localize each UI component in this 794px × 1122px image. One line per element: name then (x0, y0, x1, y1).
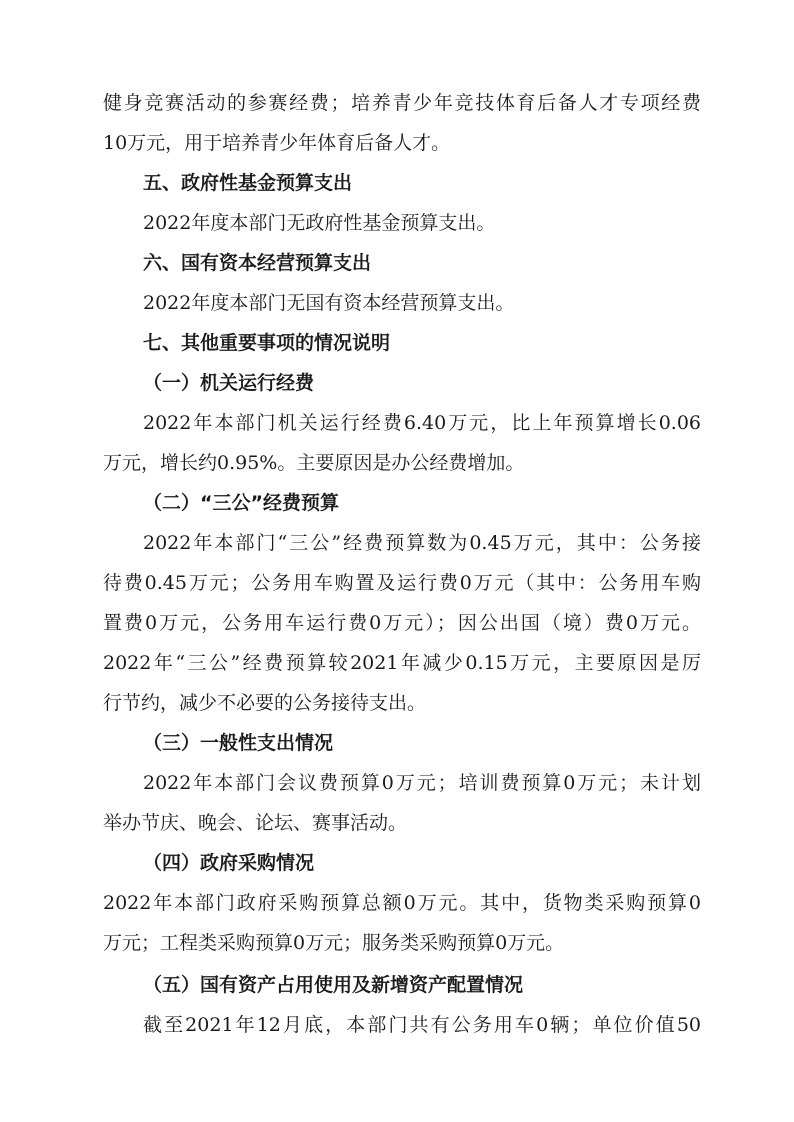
paragraph-line: 2022年本部门会议费预算0万元；培训费预算0万元；未计划 (143, 772, 701, 794)
paragraph-line: 行节约，减少不必要的公务接待支出。 (103, 692, 427, 714)
section-heading: 六、国有资本经营预算支出 (143, 252, 372, 274)
paragraph-line: 万元，增长约0.95%。主要原因是办公经费增加。 (103, 452, 525, 474)
paragraph-line: 待费0.45万元；公务用车购置及运行费0万元（其中：公务用车购 (103, 572, 701, 594)
paragraph-line: 2022年度本部门无政府性基金预算支出。 (143, 212, 496, 234)
paragraph-line: 2022年本部门“三公”经费预算数为0.45万元，其中：公务接 (143, 532, 701, 554)
paragraph-line: 2022年本部门机关运行经费6.40万元，比上年预算增长0.06 (143, 412, 701, 434)
subsection-heading: （一）机关运行经费 (143, 372, 315, 394)
subsection-heading: （四）政府采购情况 (143, 852, 315, 874)
subsection-heading: （五）国有资产占用使用及新增资产配置情况 (143, 974, 524, 996)
paragraph-line: 2022年“三公”经费预算较2021年减少0.15万元，主要原因是厉 (103, 652, 701, 674)
paragraph-line: 2022年度本部门无国有资本经营预算支出。 (143, 292, 515, 314)
paragraph-line: 万元；工程类采购预算0万元；服务类采购预算0万元。 (103, 932, 565, 954)
section-heading: 五、政府性基金预算支出 (143, 172, 353, 194)
paragraph-line: 举办节庆、晚会、论坛、赛事活动。 (103, 812, 408, 834)
paragraph-line: 截至2021年12月底，本部门共有公务用车0辆；单位价值50 (143, 1014, 701, 1036)
paragraph-line: 10万元，用于培养青少年体育后备人才。 (103, 132, 451, 154)
subsection-heading: （三）一般性支出情况 (143, 732, 334, 754)
subsection-heading: （二）“三公”经费预算 (143, 492, 339, 514)
section-heading: 七、其他重要事项的情况说明 (143, 332, 391, 354)
paragraph-line: 置费0万元，公务用车运行费0万元）；因公出国（境）费0万元。 (103, 612, 701, 634)
paragraph-line: 2022年本部门政府采购预算总额0万元。其中，货物类采购预算0 (103, 892, 701, 914)
paragraph-line: 健身竞赛活动的参赛经费；培养青少年竞技体育后备人才专项经费 (103, 92, 701, 114)
